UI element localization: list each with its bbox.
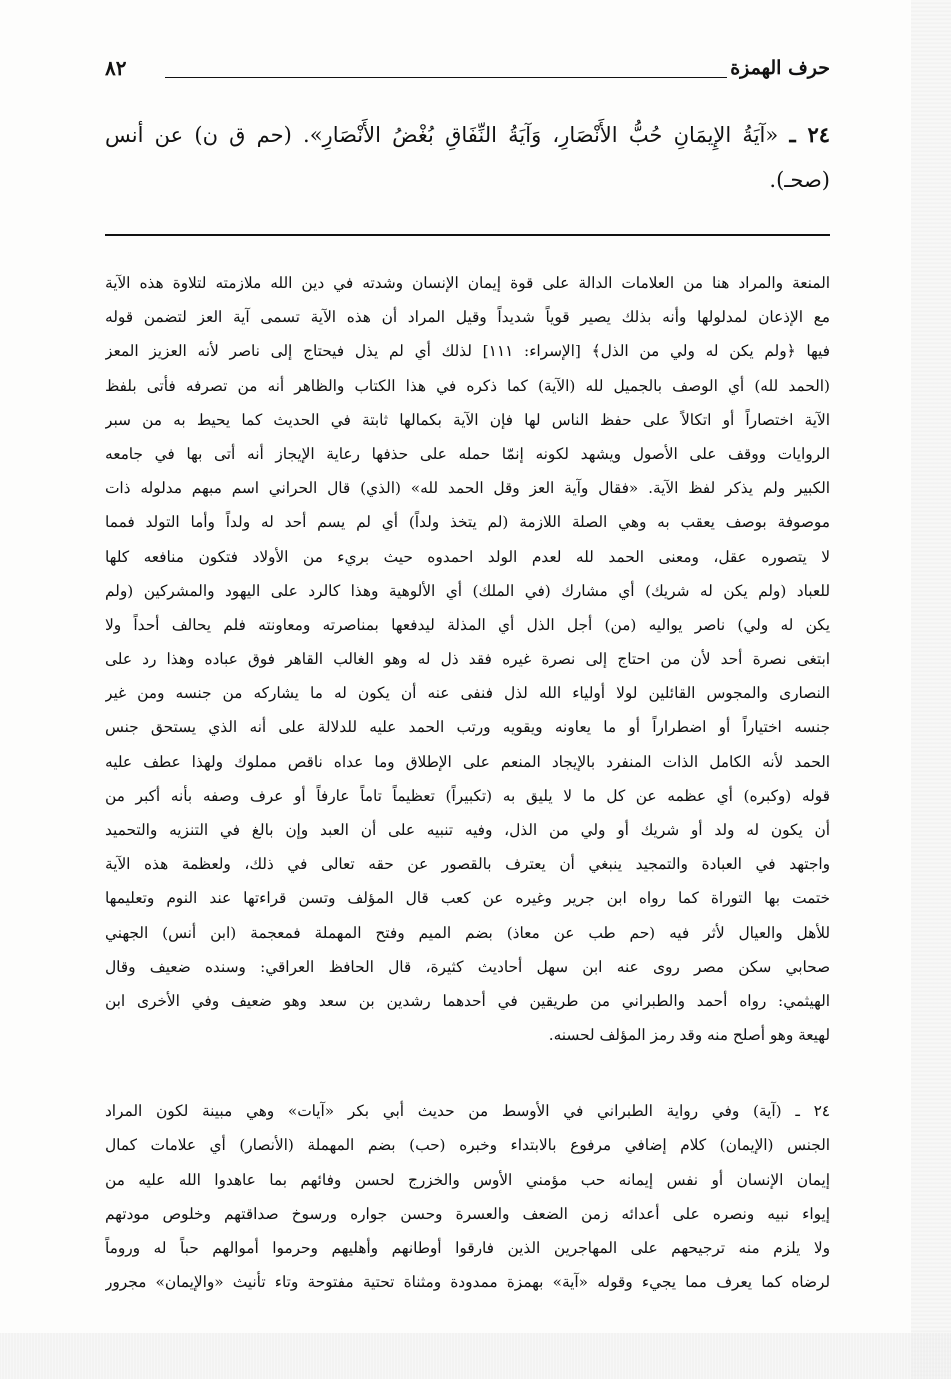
hadith-number: ٢٤ ـ (789, 122, 830, 147)
scan-edge-right (911, 0, 951, 1379)
commentary-block-2 (105, 1094, 830, 1300)
commentary-line: موصوفة بوصف يعقب به وهي الصلة اللازمة (لم يتخذ ولداً) أي لم يسم أحد له ولداً وأما التولد فمما (105, 513, 830, 532)
commentary-line: مع الإذعان لمدلولها وأنه بذلك يصير قوياً شديداً وقيل المراد أن هذه الآية تسمى آية العز لتضمن قوله (105, 308, 830, 327)
commentary-line: للأهل والعيال لأثر فيه (حم طب عن معاذ) بضم الميم وفتح المهملة فمعجمة (ابن أنس) الجهني (105, 923, 830, 942)
commentary-line: إيواء نبيه ونصره على أعدائه زمن الضعف والعسرة وحسن جواره ورسوخ صداقتهم وخلوص مودتهم (105, 1204, 830, 1223)
scan-edge-bottom (0, 1333, 951, 1379)
commentary-line: ولا يلزم منه ترجيحهم على المهاجرين الذين فارقوا أوطانهم وأهليهم وحرموا أموالهم حباً له وروماً (105, 1239, 830, 1258)
commentary-line: الجنس (الإيمان) كلام إضافي مرفوع بالابتداء وخبره (حب) بضم المهملة (الأنصار) أي علامات كمال (105, 1136, 830, 1155)
commentary-line: فيها ﴿ولم يكن له ولي من الذل﴾ [الإسراء: ١١١] لذلك أي لم يذل فيحتاج إلى ناصر لأنه العزيز المعز (105, 342, 830, 361)
commentary-line: أن يكون له ولد أو شريك أو ولي من الذل، وفيه تنبيه على أن العبد وإن بالغ في التنزيه والتحميد (105, 821, 830, 839)
commentary-line: لرضاه كما يعرف مما يجيء وقوله «آية» بهمزة ممدودة ومثناة تحتية مفتوحة وتاء تأنيث «والإيمان» مجرور (105, 1273, 830, 1292)
commentary-line: النصارى والمجوس القائلين لولا أولياء الله لذل فنفى عنه أن يكون له ما يشاركه من جنسه ومن غير (105, 684, 830, 703)
commentary-line: صحابي سكن مصر روى عنه ابن سهل أحاديث كثيرة، قال الحافظ العراقي: وسنده ضعيف وقال (105, 957, 830, 976)
commentary-line: لهيعة وهو أصلح منه وقد رمز المؤلف لحسنه. (548, 1026, 830, 1045)
commentary-line: المنعة والمراد هنا من العلامات الدالة على قوة إيمان الإنسان وشدته في دين الله ملازمته لتلاوة هذه الآية (105, 274, 830, 292)
commentary-block (105, 266, 830, 1052)
commentary-line: ابتغى نصرة أحد لأن من احتاج إلى نصرة غيره فقد ذل له وهو الغالب القاهر فوق عباده وهذا رد على (105, 650, 830, 669)
header-rule (165, 77, 727, 78)
commentary-line: للعباد (ولم يكن له شريك) أي مشارك (في الملك) أي الألوهية وهذا كالرد على اليهود والمشركين (ولم (105, 581, 830, 600)
hadith-text (105, 112, 830, 203)
commentary-line: لا يتصوره عقل، ومعنى الحمد لله لعدم الولد احمدوه حيث بريء من الأولاد فتكون منافعه كلها (105, 547, 830, 566)
commentary-line: إيمان الإنسان أو نفس إيمانه حب مؤمني الأوس والخزرج لحسن وفائهم بما عاهدوا الله عليه من (105, 1170, 830, 1189)
commentary-line: قوله (وكبره) أي عظمه عن كل ما لا يليق به (تكبيراً) تعظيماً تاماً عارفاً أو عرف وصفه بأنه أكبر من (105, 786, 830, 805)
commentary-line: (الحمد لله) أي الوصف بالجميل لله (الآية) كما ذكره في هذا الكتاب والظاهر أنه من تصرفه فأتى بلفظ (105, 376, 830, 395)
commentary-line: الآية اختصاراً أو اتكالاً على حفظ الناس لها فإن الآية بكمالها ثابتة في الحديث كما يحيط به من سبر (105, 410, 830, 429)
chapter-title: حرف الهمزة (730, 57, 830, 79)
commentary-line: جنسه اختياراً أو اضطراراً أو ما يعاونه ويقويه ورتب الحمد عليه للدلالة على أنه الذي يستحق جنس (105, 718, 830, 737)
footnote-divider (105, 234, 830, 236)
commentary-line: الكبير ولم يذكر لفظ الآية. «فقال وآية العز وقل الحمد لله» (الذي) قال الحراني اسم مبهم مدلوله ذات (105, 479, 830, 498)
commentary-line: يكن له ولي) ناصر يواليه (من) أجل الذل أي المذلة ليدفعها بمناصرته ومعاونته فلم يحالف أحداً ولا (105, 615, 830, 634)
hadith-body: «آيَةُ الإِيمَانِ حُبُّ الأَنْصَارِ، وَآيَةُ النِّفَاقِ بُغْضُ الأَنْصَارِ». (حم ق ن) عن أنس (صحـ). (105, 123, 830, 192)
commentary-line: ختمت بها التوراة كما رواه ابن جرير وغيره عن كعب قال المؤلف وتسن قراءتها عند النوم وتعليمها (105, 889, 830, 908)
commentary-line: الروايات ووقف على الأصول ويشهد لكونه إنمّا حمله على حذفها رعاية الإيجاز أنه أتى بها في جامعه (105, 444, 830, 463)
commentary-line: ٢٤ ـ (آية) وفي رواية الطبراني في الأوسط من حديث أبي بكر «آيات» وهي مبينة لكون المراد (105, 1102, 830, 1120)
commentary-line: الهيثمي: رواه أحمد والطبراني من طريقين في أحدهما رشدين بن سعد وهو ضعيف وفي الأخرى ابن (105, 991, 830, 1010)
commentary-line: الحمد لأنه الكامل الذات المنفرد بالإيجاد المنعم على الإطلاق وما عداه ناقص مملوك ولهذا عطف عليه (105, 752, 830, 771)
commentary-line: واجتهد في العبادة والتمجيد ينبغي أن يعترف بالقصور عن حقه تعالى في ذلك، ولعظمة هذه الآية (105, 855, 830, 874)
running-header (105, 55, 830, 89)
page-number: ٨٢ (105, 56, 127, 80)
